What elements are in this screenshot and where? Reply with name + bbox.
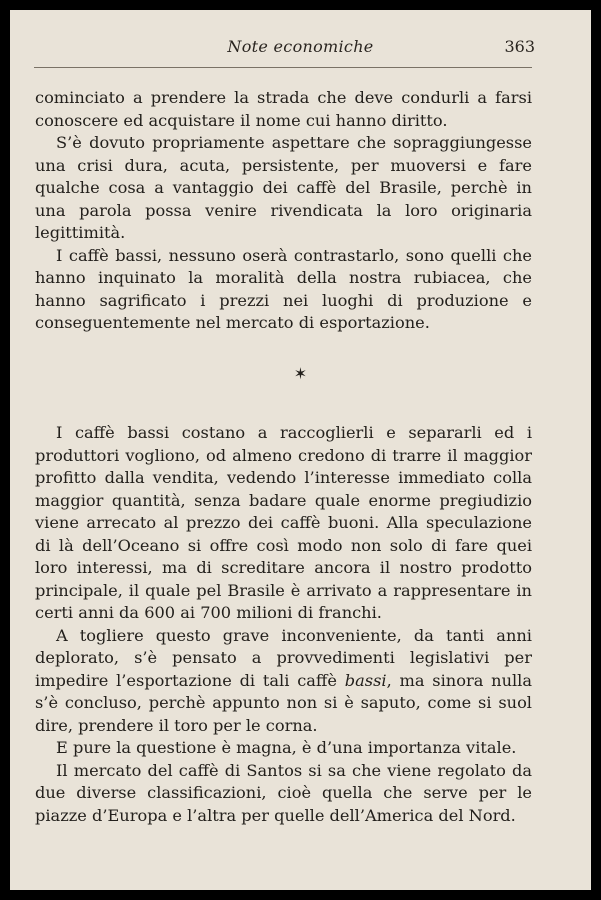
- paragraph-5-part-1: A togliere questo grave inconveniente, da tanti anni deplorato, s’è pensato a provvedimenti legislativi per impedire l’esportazione di tali caffè: [35, 625, 532, 690]
- running-header-title: Note economiche: [227, 37, 374, 56]
- book-page: [10, 10, 591, 890]
- paragraph-5-italic-word: bassi: [344, 670, 387, 690]
- page-number: 363: [504, 37, 535, 56]
- header-rule: [34, 67, 532, 68]
- paragraph-3: I caffè bassi, nessuno oserà contrastarlo, sono quelli che hanno inquinato la moralità della nostra rubiacea, che hanno sagrificato i prezzi nei luoghi di produzione e conseguentemente nel mercato di esportazione.: [35, 245, 532, 332]
- paragraph-2: S’è dovuto propriamente aspettare che sopraggiungesse una crisi dura, acuta, persistente, per muoversi e fare qualche cosa a vantaggio dei caffè del Brasile, perchè in una parola possa venire rivendicata la loro originaria legittimità.: [35, 133, 532, 242]
- paragraph-6: E pure la questione è magna, è d’una importanza vitale.: [56, 738, 517, 757]
- paragraph-1: cominciato a prendere la strada che deve condurli a farsi conoscere ed acquistare il nome cui hanno diritto.: [35, 88, 532, 130]
- paragraph-5-part-2: , ma sinora nulla s’è concluso, perchè appunto non si è saputo, come si suol dire, prendere il toro per le corna.: [35, 670, 532, 735]
- text-block-top: [35, 87, 532, 335]
- paragraph-4: I caffè bassi costano a raccoglierli e separarli ed i produttori vogliono, od almeno credono di trarre il maggior profitto dalla vendita, vedendo l’interesse immediato colla maggior quantità, senza badare quale enorme pregiudizio viene arrecato al prezzo dei caffè buoni. Alla speculazione di là dell’Oceano si offre così modo non solo di fare quei loro interessi, ma di screditare ancora il nostro prodotto principale, il quale pel Brasile è arrivato a rappresentare in certi anni da 600 ai 700 milioni di franchi.: [35, 423, 532, 622]
- section-separator-asterism: ✶: [293, 364, 308, 383]
- text-block-bottom: [35, 422, 532, 827]
- paragraph-5: [35, 625, 532, 738]
- paragraph-7: Il mercato del caffè di Santos si sa che viene regolato da due diverse classificazioni, cioè quella che serve per le piazze d’Europa e l’altra per quelle dell’America del Nord.: [35, 760, 532, 825]
